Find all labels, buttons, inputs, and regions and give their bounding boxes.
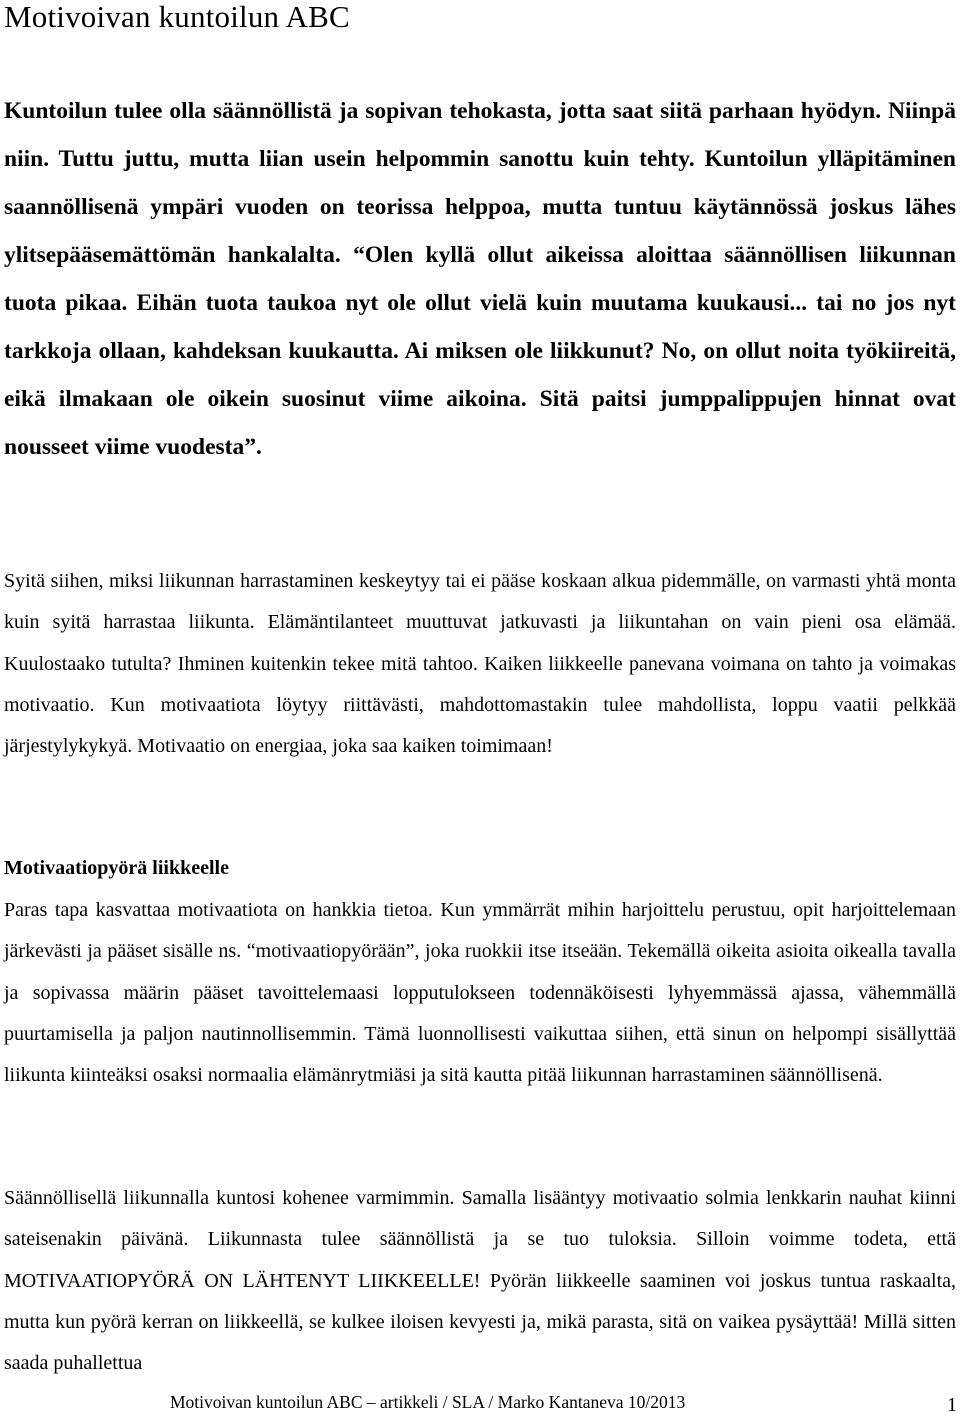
page-footer: Motivoivan kuntoilun ABC – artikkeli / SLA / Marko Kantaneva 10/2013 — [170, 1392, 686, 1412]
document-title: Motivoivan kuntoilun ABC — [4, 0, 350, 34]
body-paragraph-4: Säännöllisellä liikunnalla kuntosi kohenee varmimmin. Samalla lisääntyy motivaatio solmia lenkkarin nauhat kiinni sateisenakin päivänä. Liikunnasta tulee säännöllistä ja se tuo tuloksia. Silloin voimme todeta, että MOTIVAATIOPYÖRÄ ON LÄHTENYT LIIKKEELLE! Pyörän liikkeelle saaminen voi joskus tuntua raskaalta, mutta kun pyörä kerran on liikkeellä, se kulkee iloisen kevyesti ja, mikä parasta, sitä on vaikea pysäyttää! Millä sitten saada puhallettua — [4, 1187, 956, 1375]
page-number: 1 — [947, 1394, 957, 1416]
body-paragraph-2: Syitä siihen, miksi liikunnan harrastaminen keskeytyy tai ei pääse koskaan alkua pidemmälle, on varmasti yhtä monta kuin syitä harrastaa liikunta. Elämäntilanteet muuttuvat jatkuvasti ja liikuntahan on vain pieni osa elämää. Kuulostaako tutulta? Ihminen kuitenkin tekee mitä tahtoo. Kaiken liikkeelle panevana voimana on tahto ja voimakas motivaatio. Kun motivaatiota löytyy riittävästi, mahdottomastakin tulee mahdollista, loppu vaatii pelkkää järjestylykykyä. Motivaatio on energiaa, joka saa kaiken toimimaan! — [4, 570, 956, 758]
section-heading: Motivaatiopyörä liikkeelle — [4, 857, 229, 879]
document-page — [4, 0, 956, 1417]
body-paragraph-3: Paras tapa kasvattaa motivaatiota on hankkia tietoa. Kun ymmärrät mihin harjoittelu perustuu, opit harjoittelemaan järkevästi ja pääset sisälle ns. “motivaatiopyörään”, joka ruokkii itse itseään. Tekemällä oikeita asioita oikealla tavalla ja sopivassa määrin pääset tavoittelemaasi lopputulokseen todennäköisesti lyhyemmässä ajassa, vähemmällä puurtamisella ja paljon nautinnollisemmin. Tämä luonnollisesti vaikuttaa siihen, että sinun on helpompi sisällyttää liikunta kiinteäksi osaksi normaalia elämänrytmiäsi ja sitä kautta pitää liikunnan harrastaminen säännöllisenä. — [4, 899, 956, 1087]
intro-paragraph: Kuntoilun tulee olla säännöllistä ja sopivan tehokasta, jotta saat siitä parhaan hyödyn. Niinpä niin. Tuttu juttu, mutta liian usein helpommin sanottu kuin tehty. Kuntoilun ylläpitäminen saannöllisenä ympäri vuoden on teorissa helppoa, mutta tuntuu käytännössä joskus lähes ylitsepääsemättömän hankalalta. “Olen kyllä ollut aikeissa aloittaa säännöllisen liikunnan tuota pikaa. Eihän tuota taukoa nyt ole ollut vielä kuin muutama kuukausi... tai no jos nyt tarkkoja ollaan, kahdeksan kuukautta. Ai miksen ole liikkunut? No, on ollut noita työkiireitä, eikä ilmakaan ole oikein suosinut viime aikoina. Sitä paitsi jumppalippujen hinnat ovat nousseet viime vuodesta”. — [4, 98, 956, 460]
